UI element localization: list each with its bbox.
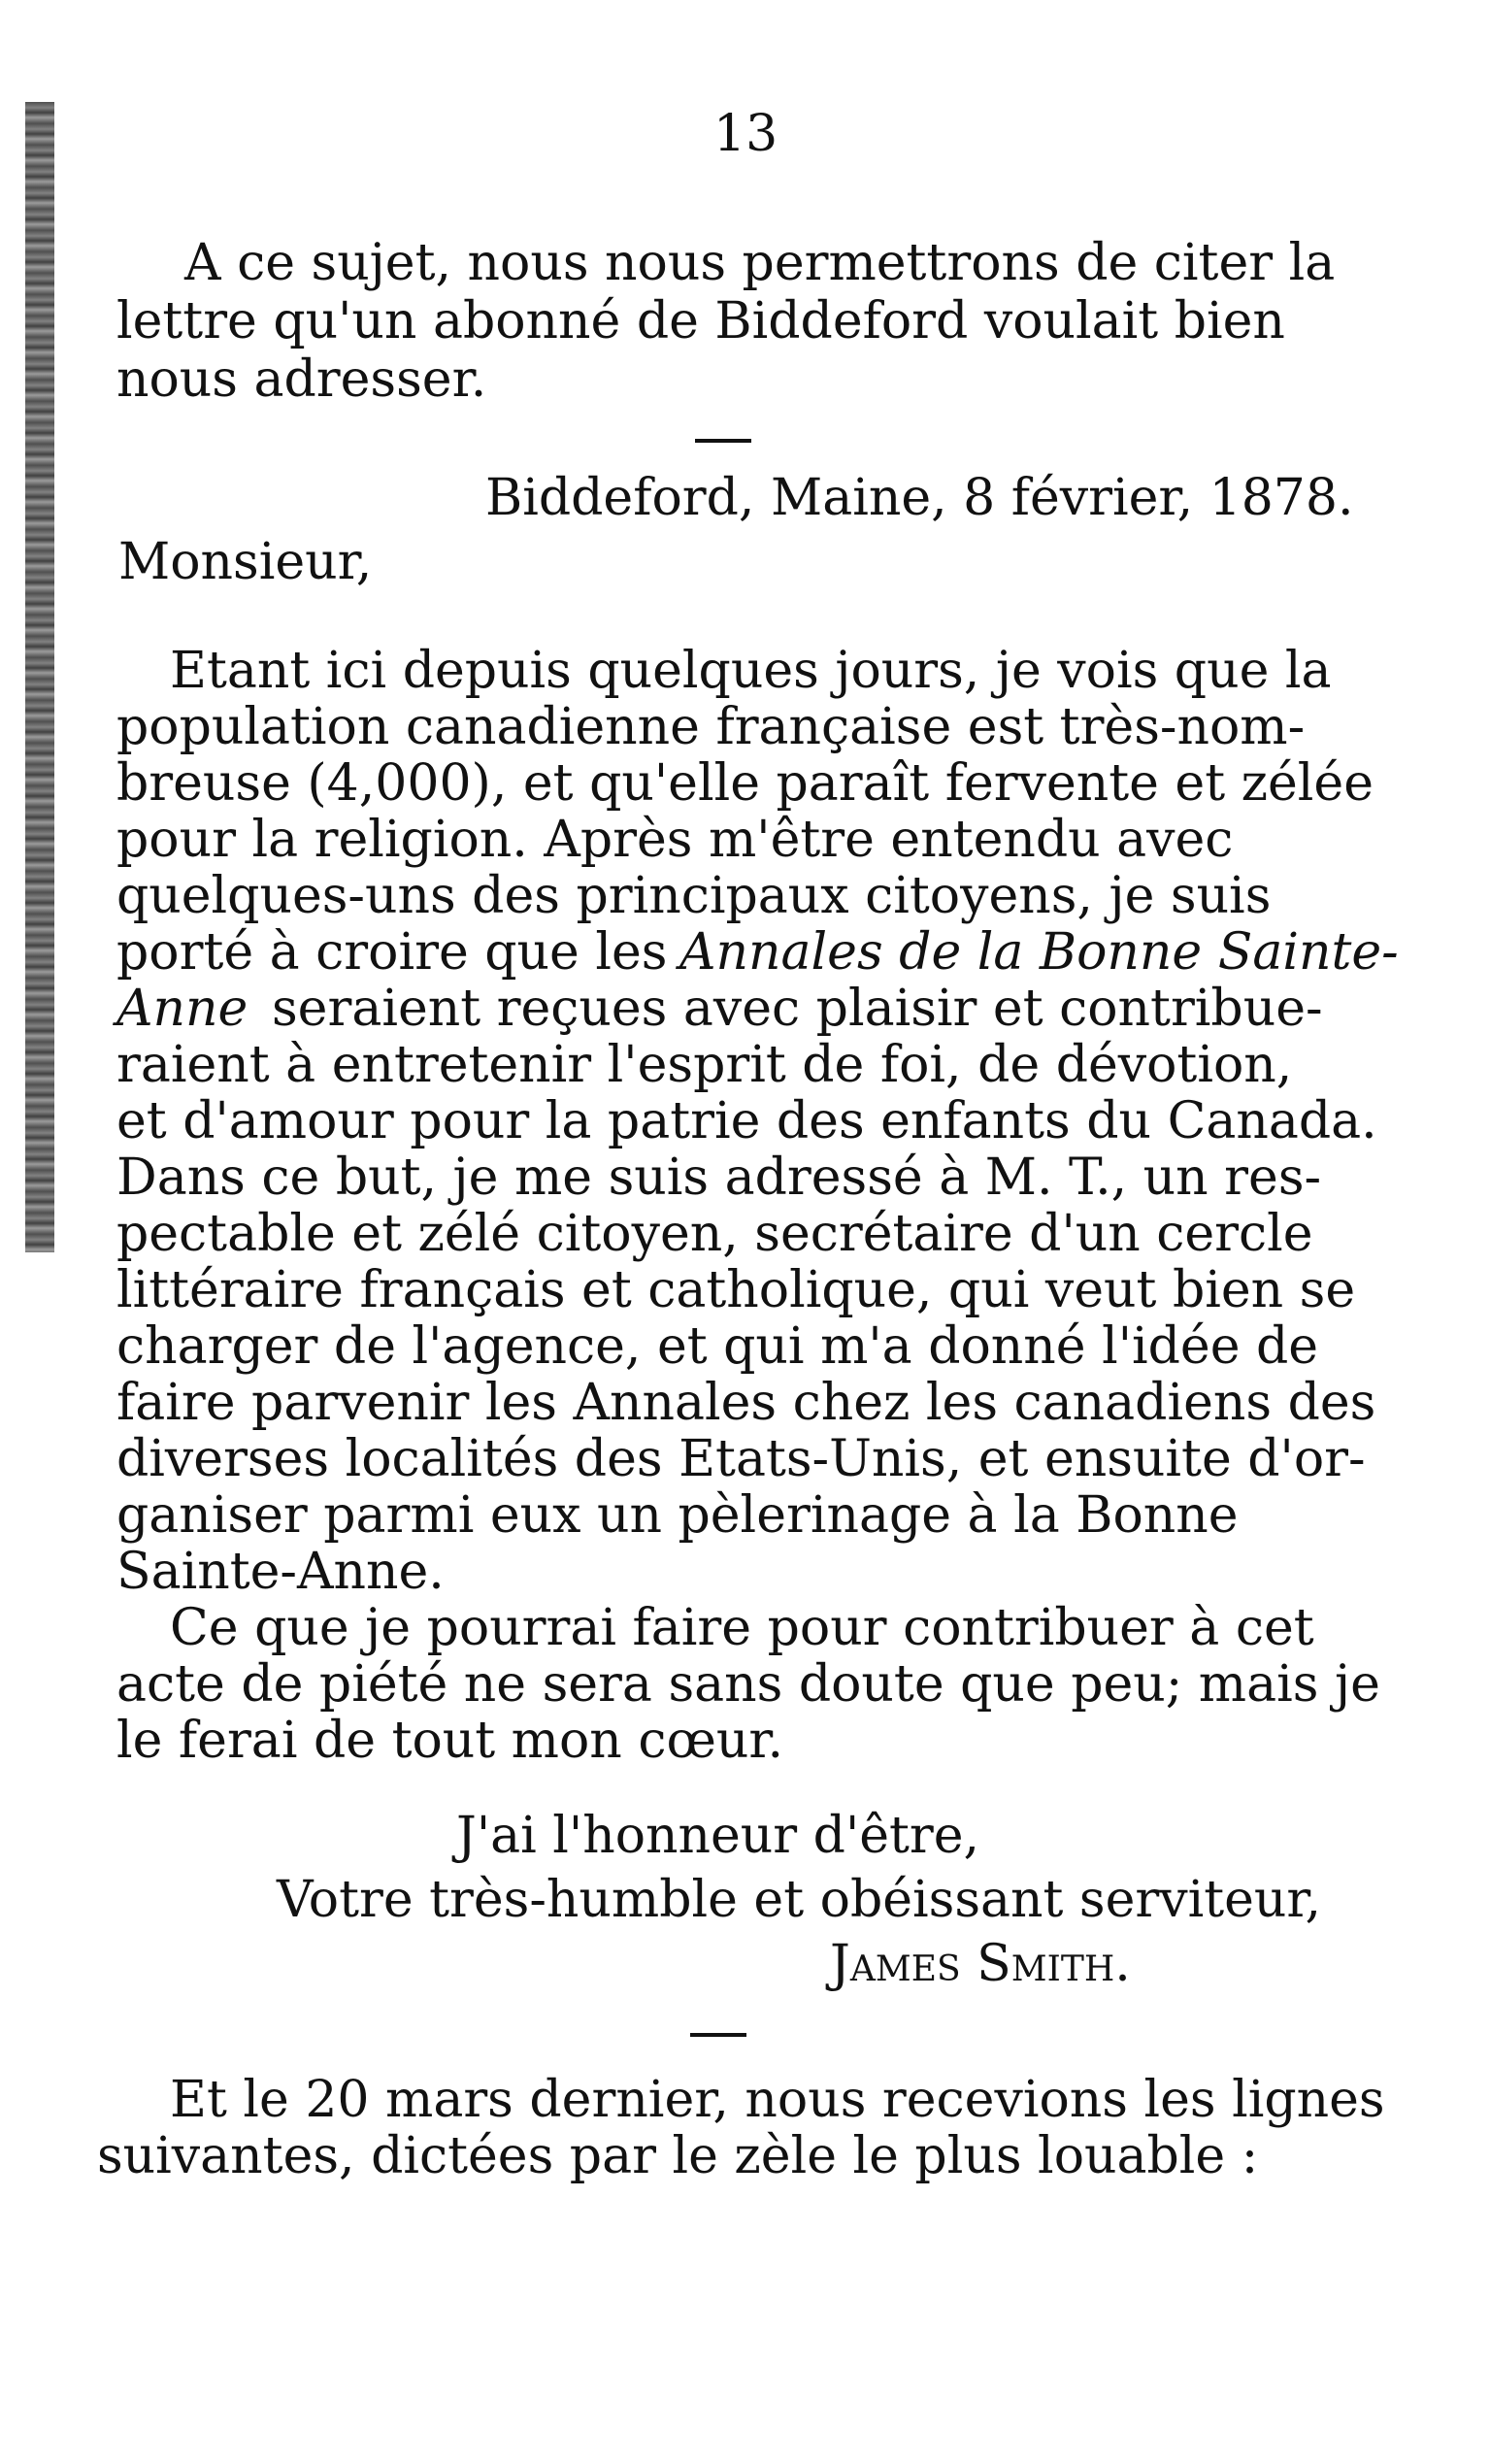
separator-rule	[695, 439, 751, 443]
letter-body-line-3: breuse (4,000), et qu'elle paraît fervente et zélée	[116, 754, 1374, 813]
letter-body-line-13: charger de l'agence, et qui m'a donné l'idée de	[116, 1317, 1319, 1376]
letter-body-line-10: Dans ce but, je me suis adressé à M. T., un res-	[116, 1149, 1322, 1207]
binding-edge-shadow	[25, 102, 54, 1252]
letter-body-line-18: Ce que je pourrai faire pour contribuer à cet	[170, 1599, 1314, 1657]
letter-body-line-12: littéraire français et catholique, qui veut bien se	[116, 1261, 1356, 1319]
letter-body-line-11: pectable et zélé citoyen, secrétaire d'un cercle	[116, 1205, 1313, 1263]
letter-body-line-8: raient à entretenir l'esprit de foi, de dévotion,	[116, 1036, 1293, 1094]
letter-body-line-2: population canadienne française est très-nom-	[116, 698, 1306, 756]
letter-body-line-20: le ferai de tout mon cœur.	[116, 1712, 784, 1770]
letter-closing-line-1: J'ai l'honneur d'être,	[456, 1807, 980, 1865]
letter-salutation: Monsieur,	[118, 533, 373, 591]
letter-body-line-16: ganiser parmi eux un pèlerinage à la Bonne	[116, 1486, 1239, 1545]
letter-body-line-5: quelques-uns des principaux citoyens, je suis	[116, 867, 1272, 925]
letter-body-line-1: Etant ici depuis quelques jours, je vois que la	[170, 642, 1332, 700]
letter-closing-line-2: Votre très-humble et obéissant serviteur,	[277, 1871, 1322, 1929]
intro-line-1: A ce sujet, nous nous permettrons de citer la	[184, 234, 1336, 292]
intro-line-2: lettre qu'un abonné de Biddeford voulait bien	[116, 292, 1285, 350]
letter-body-line-9: et d'amour pour la patrie des enfants du Canada.	[116, 1092, 1377, 1150]
outro-line-1: Et le 20 mars dernier, nous recevions les lignes	[170, 2071, 1385, 2129]
intro-line-3: nous adresser.	[116, 350, 487, 409]
letter-body-line-14: faire parvenir les Annales chez les canadiens des	[116, 1374, 1376, 1432]
letter-signature: James Smith.	[830, 1935, 1131, 1993]
letter-body-line-17: Sainte-Anne.	[116, 1543, 445, 1601]
page-number: 13	[713, 105, 778, 163]
letter-body-line-7: seraient reçues avec plaisir et contribue-	[272, 980, 1323, 1038]
letter-body-line-15: diverses localités des Etats-Unis, et ensuite d'or-	[116, 1430, 1366, 1488]
outro-line-2: suivantes, dictées par le zèle le plus louable :	[97, 2127, 1259, 2185]
letter-body-line-6: porté à croire que les	[116, 923, 668, 982]
annales-title-part-2: Anne	[116, 980, 248, 1038]
letter-body-line-19: acte de piété ne sera sans doute que peu; mais je	[116, 1655, 1380, 1714]
annales-title-part-1: Annales de la Bonne Sainte-	[679, 923, 1399, 982]
letter-body-line-4: pour la religion. Après m'être entendu avec	[116, 811, 1234, 869]
separator-rule-2	[690, 2033, 746, 2037]
letter-place-date: Biddeford, Maine, 8 février, 1878.	[485, 469, 1354, 527]
